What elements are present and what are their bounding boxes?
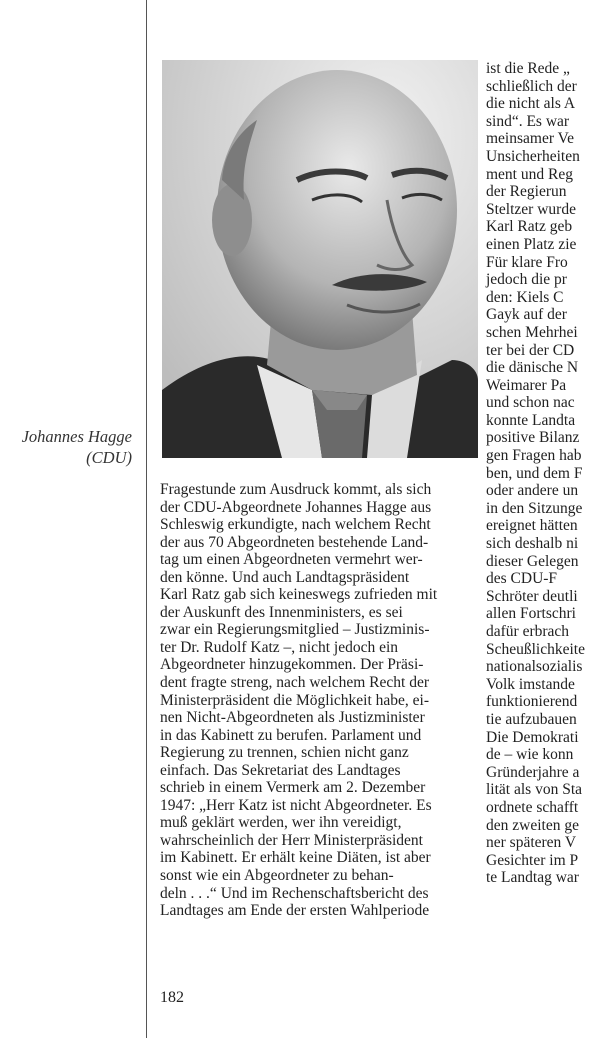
text-line: ner späteren V [486,834,577,852]
text-line: der aus 70 Abgeordneten bestehende Land- [160,533,429,551]
text-line: ter bei der CD [486,341,575,359]
text-line: ment und Reg [486,165,573,183]
text-line: ereignet hätten [486,517,578,535]
text-column-left [160,481,482,920]
text-line: Karl Ratz geb [486,218,573,236]
text-line: den könne. Und auch Landtagspräsident [160,568,410,586]
text-line: Gesichter im P [486,851,579,869]
text-line: jedoch die pr [486,271,567,289]
text-line: einen Platz zie [486,235,577,253]
caption-party: (CDU) [86,448,132,467]
text-line: Landtages am Ende der ersten Wahlperiode [160,902,430,920]
portrait-photo [162,60,478,458]
text-line: tie aufzubauen [486,710,577,728]
text-line: Steltzer wurde [486,200,576,218]
text-line: meinsamer Ve [486,130,574,148]
text-line: konnte Landta [486,411,576,429]
text-line: und schon nac [486,394,575,412]
photo-caption [0,426,132,468]
text-line: 1947: „Herr Katz ist nicht Abgeordneter. Es [160,796,432,814]
text-line: Fragestunde zum Ausdruck kommt, als sich [160,481,432,498]
text-line: in das Kabinett zu berufen. Parlament und [160,726,422,744]
text-line: ben, und dem F [486,464,583,482]
text-line: nen Nicht-Abgeordneten als Justizminister [160,709,425,727]
text-line: Ministerpräsident die Möglichkeit habe, ei- [160,691,430,709]
text-line: ist die Rede „ [486,60,570,77]
text-line: Gayk auf der [486,306,567,324]
text-line: der Regierun [486,183,567,201]
text-line: gen Fragen hab [486,447,582,465]
text-line: allen Fortschri [486,605,576,623]
text-line: tag um einen Abgeordneten vermehrt wer- [160,551,423,569]
text-line: ter Dr. Rudolf Katz –, nicht jedoch ein [160,638,399,656]
text-line: sonst wie ein Abgeordneter zu behan- [160,867,394,885]
text-line: Karl Ratz gab sich keineswegs zufrieden mit [160,586,438,604]
text-line: Gründerjahre a [486,763,580,781]
text-line: zwar ein Regierungsmitglied – Justizminis- [160,621,430,639]
text-line: de – wie konn [486,746,574,764]
text-line: sich deshalb ni [486,535,579,553]
text-line: Schröter deutli [486,587,578,605]
text-line: den zweiten ge [486,816,579,834]
text-line: ordnete schafft [486,798,579,816]
text-line: die nicht als A [486,95,576,113]
text-line: schen Mehrhei [486,323,578,341]
text-line: in den Sitzunge [486,499,583,517]
text-line: den: Kiels C [486,288,564,306]
text-line: Für klare Fro [486,253,568,271]
text-line: positive Bilanz [486,429,580,447]
text-line: funktionierend [486,693,578,711]
text-line: im Kabinett. Er erhält keine Diäten, ist aber [160,849,431,867]
text-line: wahrscheinlich der Herr Ministerpräsident [160,831,423,849]
text-line: muß geklärt werden, wer ihn vereidigt, [160,814,402,832]
text-line: der CDU-Abgeordnete Johannes Hagge aus [160,498,432,516]
text-line: des CDU-F [486,570,558,588]
text-line: Abgeordneter hinzugekommen. Der Präsi- [160,656,424,674]
text-column-right [486,60,600,887]
text-line: dieser Gelegen [486,552,579,570]
text-line: lität als von Sta [486,781,583,799]
text-line: oder andere un [486,482,579,500]
text-line: dafür erbrach [486,623,570,640]
text-line: Schleswig erkundigte, nach welchem Recht [160,516,431,534]
text-line: die dänische N [486,359,579,377]
text-line: dent fragte streng, nach welchem Recht der [160,674,429,692]
text-line: Die Demokrati [486,728,579,746]
page-number: 182 [160,989,184,1006]
text-line: schrieb in einem Vermerk am 2. Dezember [160,779,426,797]
text-line: nationalsozialis [486,658,583,676]
text-line: sind“. Es war [486,112,570,130]
text-line: schließlich der [486,77,577,95]
text-line: deln . . .“ Und im Rechenschaftsbericht des [160,884,429,902]
text-line: einfach. Das Sekretariat des Landtages [160,761,401,779]
margin-rule [146,0,147,1038]
text-line: Weimarer Pa [486,376,567,394]
text-line: te Landtag war [486,869,579,887]
text-line: der Auskunft des Innenministers, es sei [160,603,403,621]
text-line: Scheußlichkeite [486,640,585,658]
text-line: Unsicherheiten [486,147,580,165]
caption-name: Johannes Hagge [21,427,132,446]
text-line: Volk imstande [486,675,575,693]
text-line: Regierung zu trennen, schien nicht ganz [160,744,409,762]
